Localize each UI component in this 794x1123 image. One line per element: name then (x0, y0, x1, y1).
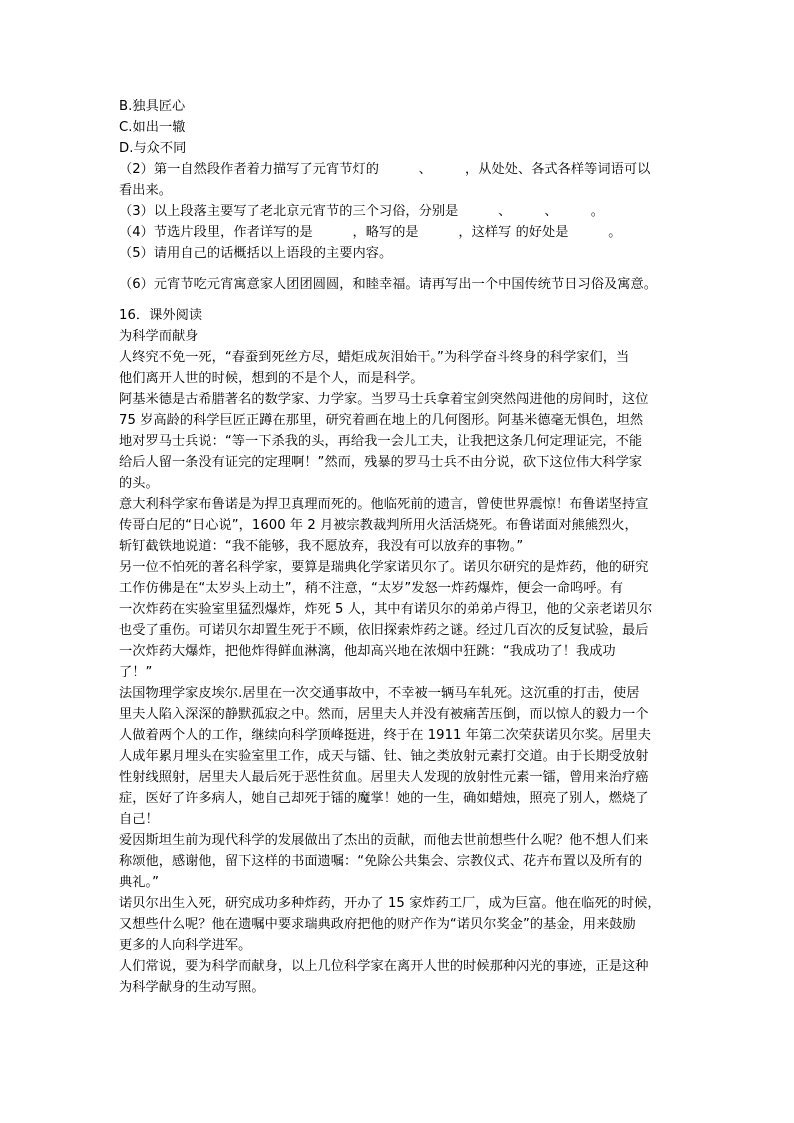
paragraph-line: 人终究不免一死，“春蚕到死丝方尽，蜡炬成灰泪始干。”为科学奋斗终身的科学家们，当 (119, 350, 630, 365)
paragraph-archimedes (119, 389, 679, 494)
option-d: D.与众不同 (119, 141, 187, 156)
paragraph-line: 斩钉截铁地说道：“我不能够，我不愿放弃，我没有可以放弃的事物。” (119, 539, 524, 554)
paragraph-curie (119, 683, 679, 830)
paragraph-line: 了！” (119, 665, 153, 680)
paragraph-bruno (119, 494, 679, 557)
question-4: （4）节选片段里，作者详写的是 ，略写的是 ，这样写 的好处是 。 (119, 225, 622, 240)
paragraph-line: 75 岁高龄的科学巨匠正蹲在那里，研究着画在地上的几何图形。阿基米德毫无惧色，坦然 (119, 413, 644, 428)
question-6: （6）元宵节吃元宵寓意家人团团圆圆，和睦幸福。请再写出一个中国传统节日习俗及寓意。 (119, 277, 657, 292)
paragraph-line: 人成年累月埋头在实验室里工作，成天与镭、钍、铀之类放射元素打交道。由于长期受放射 (119, 749, 649, 764)
question-list (119, 159, 679, 295)
paragraph-line: 他们离开人世的时候，想到的不是个人，而是科学。 (119, 371, 424, 386)
paragraph-line: 法国物理学家皮埃尔.居里在一次交通事故中，不幸被一辆马车轧死。这沉重的打击，使居 (119, 686, 640, 701)
paragraph-line: 地对罗马士兵说：“等一下杀我的头，再给我一会儿工夫，让我把这条几何定理证完，不能 (119, 434, 643, 449)
paragraph-line: 又想些什么呢？他在遗嘱中要求瑞典政府把他的财产作为“诺贝尔奖金”的基金，用来鼓励 (119, 917, 636, 932)
paragraph-line: 自己！ (119, 812, 159, 827)
paragraph-line: 的头。 (119, 476, 159, 491)
paragraph-line: 阿基米德是古希腊著名的数学家、力学家。当罗马士兵拿着宝剑突然闯进他的房间时，这位 (119, 392, 649, 407)
paragraph-line: 更多的人向科学进军。 (119, 938, 252, 953)
paragraph-line: 一次炸药在实验室里猛烈爆炸，炸死 5 人，其中有诺贝尔的弟弟卢得卫，他的父亲老诺贝尔 (119, 602, 653, 617)
reading-section (119, 305, 679, 998)
section-gap (119, 295, 679, 305)
paragraph-line: 典礼。” (119, 875, 159, 890)
document-page (119, 96, 679, 998)
article-title: 为科学而献身 (119, 329, 199, 344)
paragraph-line: 一次炸药大爆炸，把他炸得鲜血淋漓，他却高兴地在浓烟中狂跳：“我成功了！我成功 (119, 644, 616, 659)
paragraph-nobel-prize (119, 893, 679, 956)
section-number: 16．课外阅读 (119, 308, 203, 323)
paragraph-nobel (119, 557, 679, 683)
paragraph-line: 为科学献身的生动写照。 (119, 980, 265, 995)
question-2-line-2: 看出来。 (119, 183, 172, 198)
question-2-line-1: （2）第一自然段作者着力描写了元宵节灯的 、 ，从处处、各式各样等词语可以 (119, 162, 651, 177)
paragraph-line: 传哥白尼的“日心说”，1600 年 2 月被宗教裁判所用火活活烧死。布鲁诺面对熊熊烈火， (119, 518, 638, 533)
paragraph-line: 也受了重伤。可诺贝尔却置生死于不顾，依旧探索炸药之谜。经过几百次的反复试验，最后 (119, 623, 649, 638)
paragraph-einstein (119, 830, 679, 893)
paragraph-conclusion (119, 956, 679, 998)
option-c: C.如出一辙 (119, 120, 186, 135)
paragraph-line: 性射线照射，居里夫人最后死于恶性贫血。居里夫人发现的放射性元素一镭，曾用来治疗癌 (119, 770, 649, 785)
paragraph-line: 人们常说，要为科学而献身，以上几位科学家在离开人世的时候那种闪光的事迹，正是这种 (119, 959, 649, 974)
option-b: B.独具匠心 (119, 99, 186, 114)
paragraph-line: 里夫人陷入深深的静默孤寂之中。然而，居里夫人并没有被痛苦压倒，而以惊人的毅力一个 (119, 707, 649, 722)
paragraph-line: 称颂他，感谢他，留下这样的书面遗嘱：“免除公共集会、宗教仪式、花卉布置以及所有的 (119, 854, 643, 869)
paragraph-intro (119, 347, 679, 389)
paragraph-line: 人做着两个人的工作，继续向科学顶峰挺进，终于在 1911 年第二次荣获诺贝尔奖。居里夫 (119, 728, 652, 743)
paragraph-line: 工作仿佛是在“太岁头上动土”，稍不注意，“太岁”发怒一炸药爆炸，便会一命呜呼。有 (119, 581, 624, 596)
paragraph-line: 诺贝尔出生入死，研究成功多种炸药，开办了 15 家炸药工厂，成为巨富。他在临死的时候， (119, 896, 661, 911)
paragraph-line: 另一位不怕死的著名科学家，要算是瑞典化学家诺贝尔了。诺贝尔研究的是炸药，他的研究 (119, 560, 649, 575)
question-5: （5）请用自己的话概括以上语段的主要内容。 (119, 246, 393, 261)
answer-space (119, 264, 679, 274)
question-3: （3）以上段落主要写了老北京元宵节的三个习俗，分别是 、 、 。 (119, 204, 605, 219)
answer-options (119, 96, 679, 159)
paragraph-line: 给后人留一条没有证完的定理啊！”然而，残暴的罗马士兵不由分说，砍下这位伟大科学家 (119, 455, 643, 470)
paragraph-line: 症，医好了许多病人，她自己却死于镭的魔掌！她的一生，确如蜡烛，照亮了别人，燃烧了 (119, 791, 649, 806)
paragraph-line: 意大利科学家布鲁诺是为捍卫真理而死的。他临死前的遗言，曾使世界震惊！布鲁诺坚持宣 (119, 497, 649, 512)
paragraph-line: 爱因斯坦生前为现代科学的发展做出了杰出的贡献，而他去世前想些什么呢？他不想人们来 (119, 833, 649, 848)
